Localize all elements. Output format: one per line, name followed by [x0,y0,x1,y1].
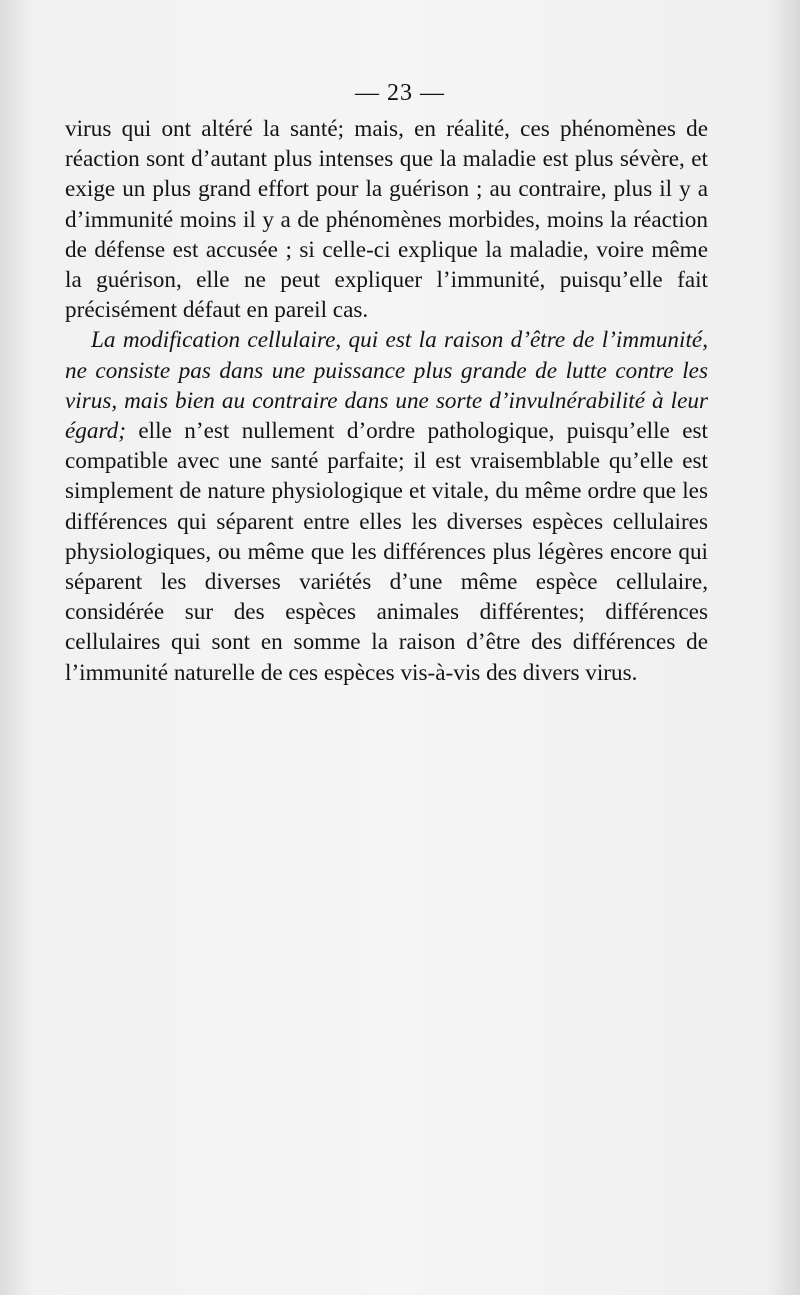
paragraph-2-text: elle n’est nullement d’ordre pathologique, puisqu’elle est compatible avec une santé parfaite; il est vraisemblable qu’elle est simplement de nature physiologique et vitale, du même ordre que les différences qui séparent entre elles les diverses espèces cellulaires physiologiques, ou même que les différences plus légères encore qui séparent les diverses variétés d’une même espèce cellulaire, considérée sur des espèces animales différentes; différences cellulaires qui sont en somme la raison d’être des différences de l’immunité naturelle de ces espèces vis-à-vis des divers virus. [65,418,708,686]
paragraph-2 [65,325,708,687]
body-text [65,114,708,688]
paragraph-1: virus qui ont altéré la santé; mais, en réalité, ces phénomènes de réaction sont d’autant plus intenses que la maladie est plus sévère, et exige un plus grand effort pour la guérison ; au contraire, plus il y a d’immunité moins il y a de phénomènes morbides, moins la réaction de défense est accusée ; si celle-ci explique la maladie, voire même la guérison, elle ne peut expliquer l’immunité, puisqu’elle fait précisément défaut en pareil cas. [65,116,708,324]
show-through-bleed [70,770,710,801]
page-number: — 23 — [355,80,445,106]
paragraph-2-italic: La modification cellulaire, qui est la raison d’être de l’immunité, ne consiste pas dans une puissance plus grande de lutte contre les virus, mais bien au contraire dans une sorte d’invulnérabilité à leur égard; [65,327,708,445]
